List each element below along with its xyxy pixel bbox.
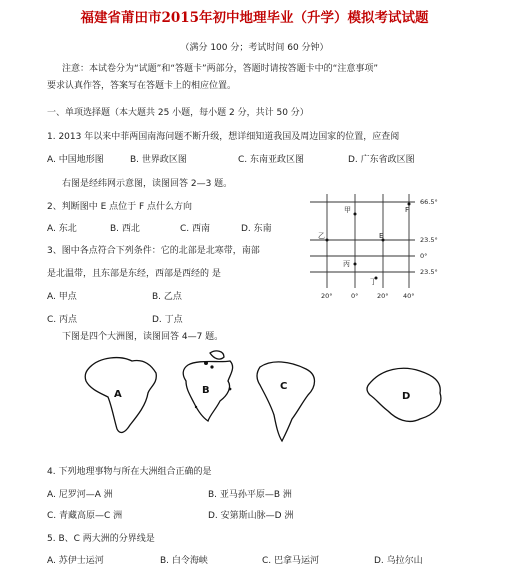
point-jia: 甲 [344, 206, 351, 214]
q5-option-d: D. 乌拉尔山 [374, 556, 423, 566]
continent-label-a: A [114, 389, 122, 400]
question-3-stem-1: 3、图中各点符合下列条件：它的北部是北寒带，南部 [47, 246, 260, 256]
q4-option-c: C. 青藏高原—C 洲 [47, 511, 123, 521]
q1-option-c: C. 东南亚政区图 [238, 155, 305, 165]
q3-option-a: A. 甲点 [47, 292, 77, 302]
continent-label-c: C [280, 381, 288, 392]
section-heading: 一、单项选择题（本大题共 25 小题，每小题 2 分，共计 50 分） [47, 108, 309, 118]
south-america-outline [257, 362, 315, 441]
q5-option-b: B. 白令海峡 [160, 556, 208, 566]
lon-label-40e: 40° [403, 292, 415, 300]
q3-option-c: C. 丙点 [47, 315, 78, 325]
question-5-stem: 5. B、C 两大洲的分界线是 [47, 534, 155, 544]
question-1-stem: 1. 2013 年以来中菲两国南海问题不断升级，想详细知道我国及周边国家的位置，应查阅 [47, 132, 400, 142]
q2-option-b: B. 西北 [110, 224, 140, 234]
q1-option-d: D. 广东省政区图 [348, 155, 415, 165]
greenland-outline [210, 351, 224, 359]
q5-option-c: C. 巴拿马运河 [262, 556, 320, 566]
continent-label-b: B [202, 385, 210, 396]
q2-option-a: A. 东北 [47, 224, 77, 234]
q1-option-a: A. 中国地形图 [47, 155, 104, 165]
lon-label-0: 0° [351, 292, 359, 300]
q3-option-b: B. 乙点 [152, 292, 182, 302]
point-yi: 乙 [318, 232, 325, 240]
q3-option-d: D. 丁点 [152, 315, 183, 325]
intro-q2-3: 右图是经纬网示意图，读图回答 2—3 题。 [62, 179, 233, 189]
q1-option-b: B. 世界政区图 [130, 155, 187, 165]
question-4-stem: 4. 下列地理事物与所在大洲组合正确的是 [47, 467, 212, 477]
q2-option-c: C. 西南 [180, 224, 211, 234]
point-e: E [379, 232, 384, 240]
lat-label-66-5: 66.5° [420, 198, 438, 206]
question-3-stem-2: 是北温带，且东部是东经，西部是西经的 是 [47, 269, 221, 279]
question-2-stem: 2、判断图中 E 点位于 F 点什么方向 [47, 202, 193, 212]
continent-label-d: D [402, 391, 411, 402]
lon-label-20w: 20° [321, 292, 333, 300]
point-bing: 丙 [343, 260, 350, 268]
lat-lon-grid-map [300, 192, 450, 304]
continents-map [70, 345, 490, 445]
q4-option-a: A. 尼罗河—A 洲 [47, 490, 113, 500]
point-f: F [405, 206, 410, 214]
q4-option-d: D. 安第斯山脉—D 洲 [208, 511, 294, 521]
intro-q4-7: 下图是四个大洲图，读图回答 4—7 题。 [62, 332, 224, 342]
lat-label-23-5n: 23.5° [420, 236, 438, 244]
lat-label-0: 0° [420, 252, 428, 260]
page-title: 福建省莆田市2015年初中地理毕业（升学）模拟考试试题 [80, 10, 429, 26]
exam-info: （满分 100 分；考试时间 60 分钟） [180, 43, 329, 53]
q5-option-a: A. 苏伊士运河 [47, 556, 104, 566]
notice-line-1: 注意：本试卷分为“试题”和“答题卡”两部分，答题时请按答题卡中的“注意事项” [62, 64, 378, 74]
lon-label-20e: 20° [377, 292, 389, 300]
point-ding: 丁 [370, 278, 377, 286]
notice-line-2: 要求认真作答，答案写在答题卡上的相应位置。 [47, 81, 237, 91]
lat-label-23-5s: 23.5° [420, 268, 438, 276]
q4-option-b: B. 亚马孙平原—B 洲 [208, 490, 292, 500]
q2-option-d: D. 东南 [241, 224, 272, 234]
